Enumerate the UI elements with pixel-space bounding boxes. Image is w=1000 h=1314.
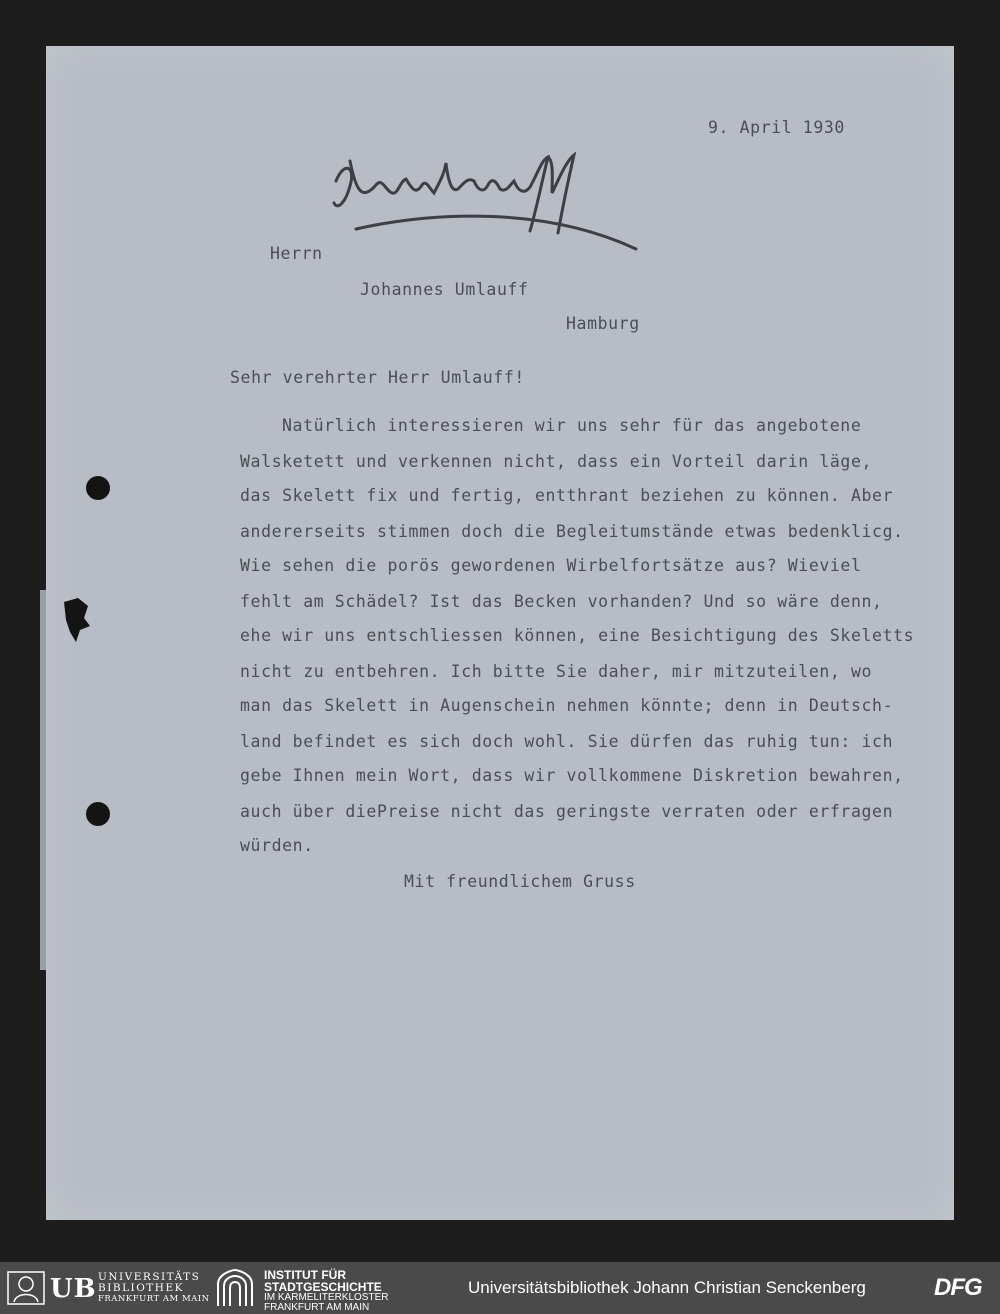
recipient-name: Johannes Umlauff (360, 280, 529, 299)
inst-line: IM KARMELITERKLOSTER (264, 1292, 389, 1303)
body-line: Wie sehen die porös gewordenen Wirbelfortsätze aus? Wieviel (240, 556, 862, 575)
body-line: Walsketett und verkennen nicht, dass ein Vorteil darin läge, (240, 452, 873, 471)
body-line: nicht zu entbehren. Ich bitte Sie daher, mir mitzuteilen, wo (240, 662, 873, 681)
ub-portrait-logo (6, 1270, 46, 1306)
body-line: auch über diePreise nicht das geringste verraten oder erfragen (240, 802, 894, 821)
letter-greeting: Sehr verehrter Herr Umlauff! (230, 368, 525, 387)
body-line: andererseits stimmen doch die Begleitumstände etwas bedenklicg. (240, 522, 904, 541)
ub-letters: UB (50, 1274, 97, 1304)
body-line: fehlt am Schädel? Ist das Becken vorhanden? Und so wäre denn, (240, 592, 883, 611)
body-line: gebe Ihnen mein Wort, dass wir vollkommene Diskretion bewahren, (240, 766, 904, 785)
inst-line: INSTITUT FÜR (264, 1268, 346, 1282)
recipient-city: Hamburg (566, 314, 640, 333)
recipient-salutation: Herrn (270, 244, 323, 263)
punch-hole (86, 802, 110, 826)
ub-line: BIBLIOTHEK (98, 1282, 184, 1294)
body-line: würden. (240, 836, 314, 855)
ub-line: FRANKFURT AM MAIN (98, 1294, 210, 1304)
torn-punch-hole (62, 596, 92, 644)
inst-line: FRANKFURT AM MAIN (264, 1302, 370, 1313)
footer-bar (0, 1262, 1000, 1314)
punch-hole (86, 476, 110, 500)
body-line: ehe wir uns entschliessen können, eine Besichtigung des Skeletts (240, 626, 915, 645)
inst-line: STADTGESCHICHTE (264, 1280, 382, 1294)
body-line: land befindet es sich doch wohl. Sie dürfen das ruhig tun: ich (240, 732, 894, 751)
body-line: das Skelett fix und fertig, entthrant beziehen zu können. Aber (240, 486, 894, 505)
ub-line: UNIVERSITÄTS (98, 1271, 201, 1283)
institut-text (264, 1269, 388, 1313)
letter-closing: Mit freundlichem Gruss (404, 872, 636, 891)
library-name: Universitätsbibliothek Johann Christian Senckenberg (468, 1278, 866, 1297)
dfg-logo: DFG (934, 1274, 982, 1301)
letter-sheet (46, 46, 954, 1220)
institut-arch-logo (214, 1268, 256, 1308)
body-line: man das Skelett in Augenschein nehmen könnte; denn in Deutsch- (240, 696, 894, 715)
ub-library-text (98, 1272, 210, 1305)
body-line: Natürlich interessieren wir uns sehr für das angebotene (282, 416, 862, 435)
letter-date: 9. April 1930 (708, 118, 845, 137)
handwritten-signature (316, 141, 646, 261)
